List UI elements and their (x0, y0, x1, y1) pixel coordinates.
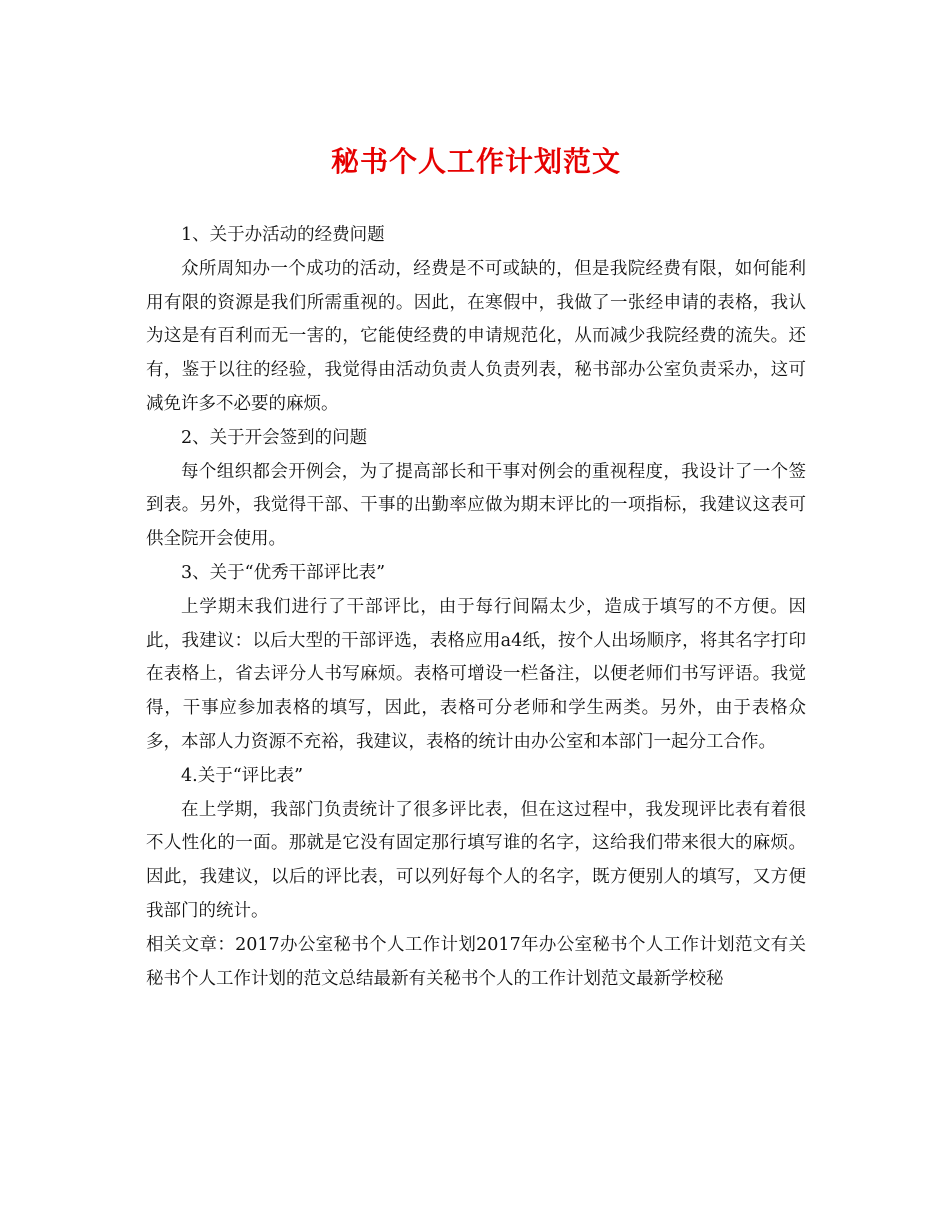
section-heading-3: 3、关于“优秀干部评比表” (181, 562, 386, 583)
section-heading-1: 1、关于办活动的经费问题 (181, 225, 385, 245)
section-body-3: 上学期末我们进行了干部评比，由于每行间隔太少，造成于填写的不方便。因此，我建议：以后大型的干部评选，表格应用a4纸，按个人出场顺序，将其名字打印在表格上，省去评分人书写麻烦。表格可增设一栏备注，以便老师们书写评语。我觉得，干事应参加表格的填写，因此，表格可分老师和学生两类。另外，由于表格众多，本部人力资源不充裕，我建议，表格的统计由办公室和本部门一起分工合作。 (146, 596, 806, 752)
related-articles: 相关文章：2017办公室秘书个人工作计划2017年办公室秘书个人工作计划范文有关秘书个人工作计划的范文总结最新有关秘书个人的工作计划范文最新学校秘 (146, 934, 806, 989)
section-body-1: 众所周知办一个成功的活动，经费是不可或缺的，但是我院经费有限，如何能利用有限的资源是我们所需重视的。因此，在寒假中，我做了一张经申请的表格，我认为这是有百利而无一害的，它能使经费的申请规范化，从而减少我院经费的流失。还有，鉴于以往的经验，我觉得由活动负责人负责列表，秘书部办公室负责采办，这可减免许多不必要的麻烦。 (146, 258, 806, 414)
section-body-4: 在上学期，我部门负责统计了很多评比表，但在这过程中，我发现评比表有着很不人性化的一面。那就是它没有固定那行填写谁的名字，这给我们带来很大的麻烦。因此，我建议，以后的评比表，可以列好每个人的名字，既方便别人的填写，又方便我部门的统计。 (146, 799, 806, 921)
section-heading-4: 4.关于“评比表” (181, 765, 304, 786)
document-page (146, 0, 806, 1230)
document-title: 秘书个人工作计划范文 (330, 145, 621, 178)
section-body-2: 每个组织都会开例会，为了提高部长和干事对例会的重视程度，我设计了一个签到表。另外，我觉得干部、干事的出勤率应做为期末评比的一项指标，我建议这表可供全院开会使用。 (146, 461, 806, 550)
section-heading-2: 2、关于开会签到的问题 (181, 427, 368, 448)
document-body (146, 219, 806, 996)
